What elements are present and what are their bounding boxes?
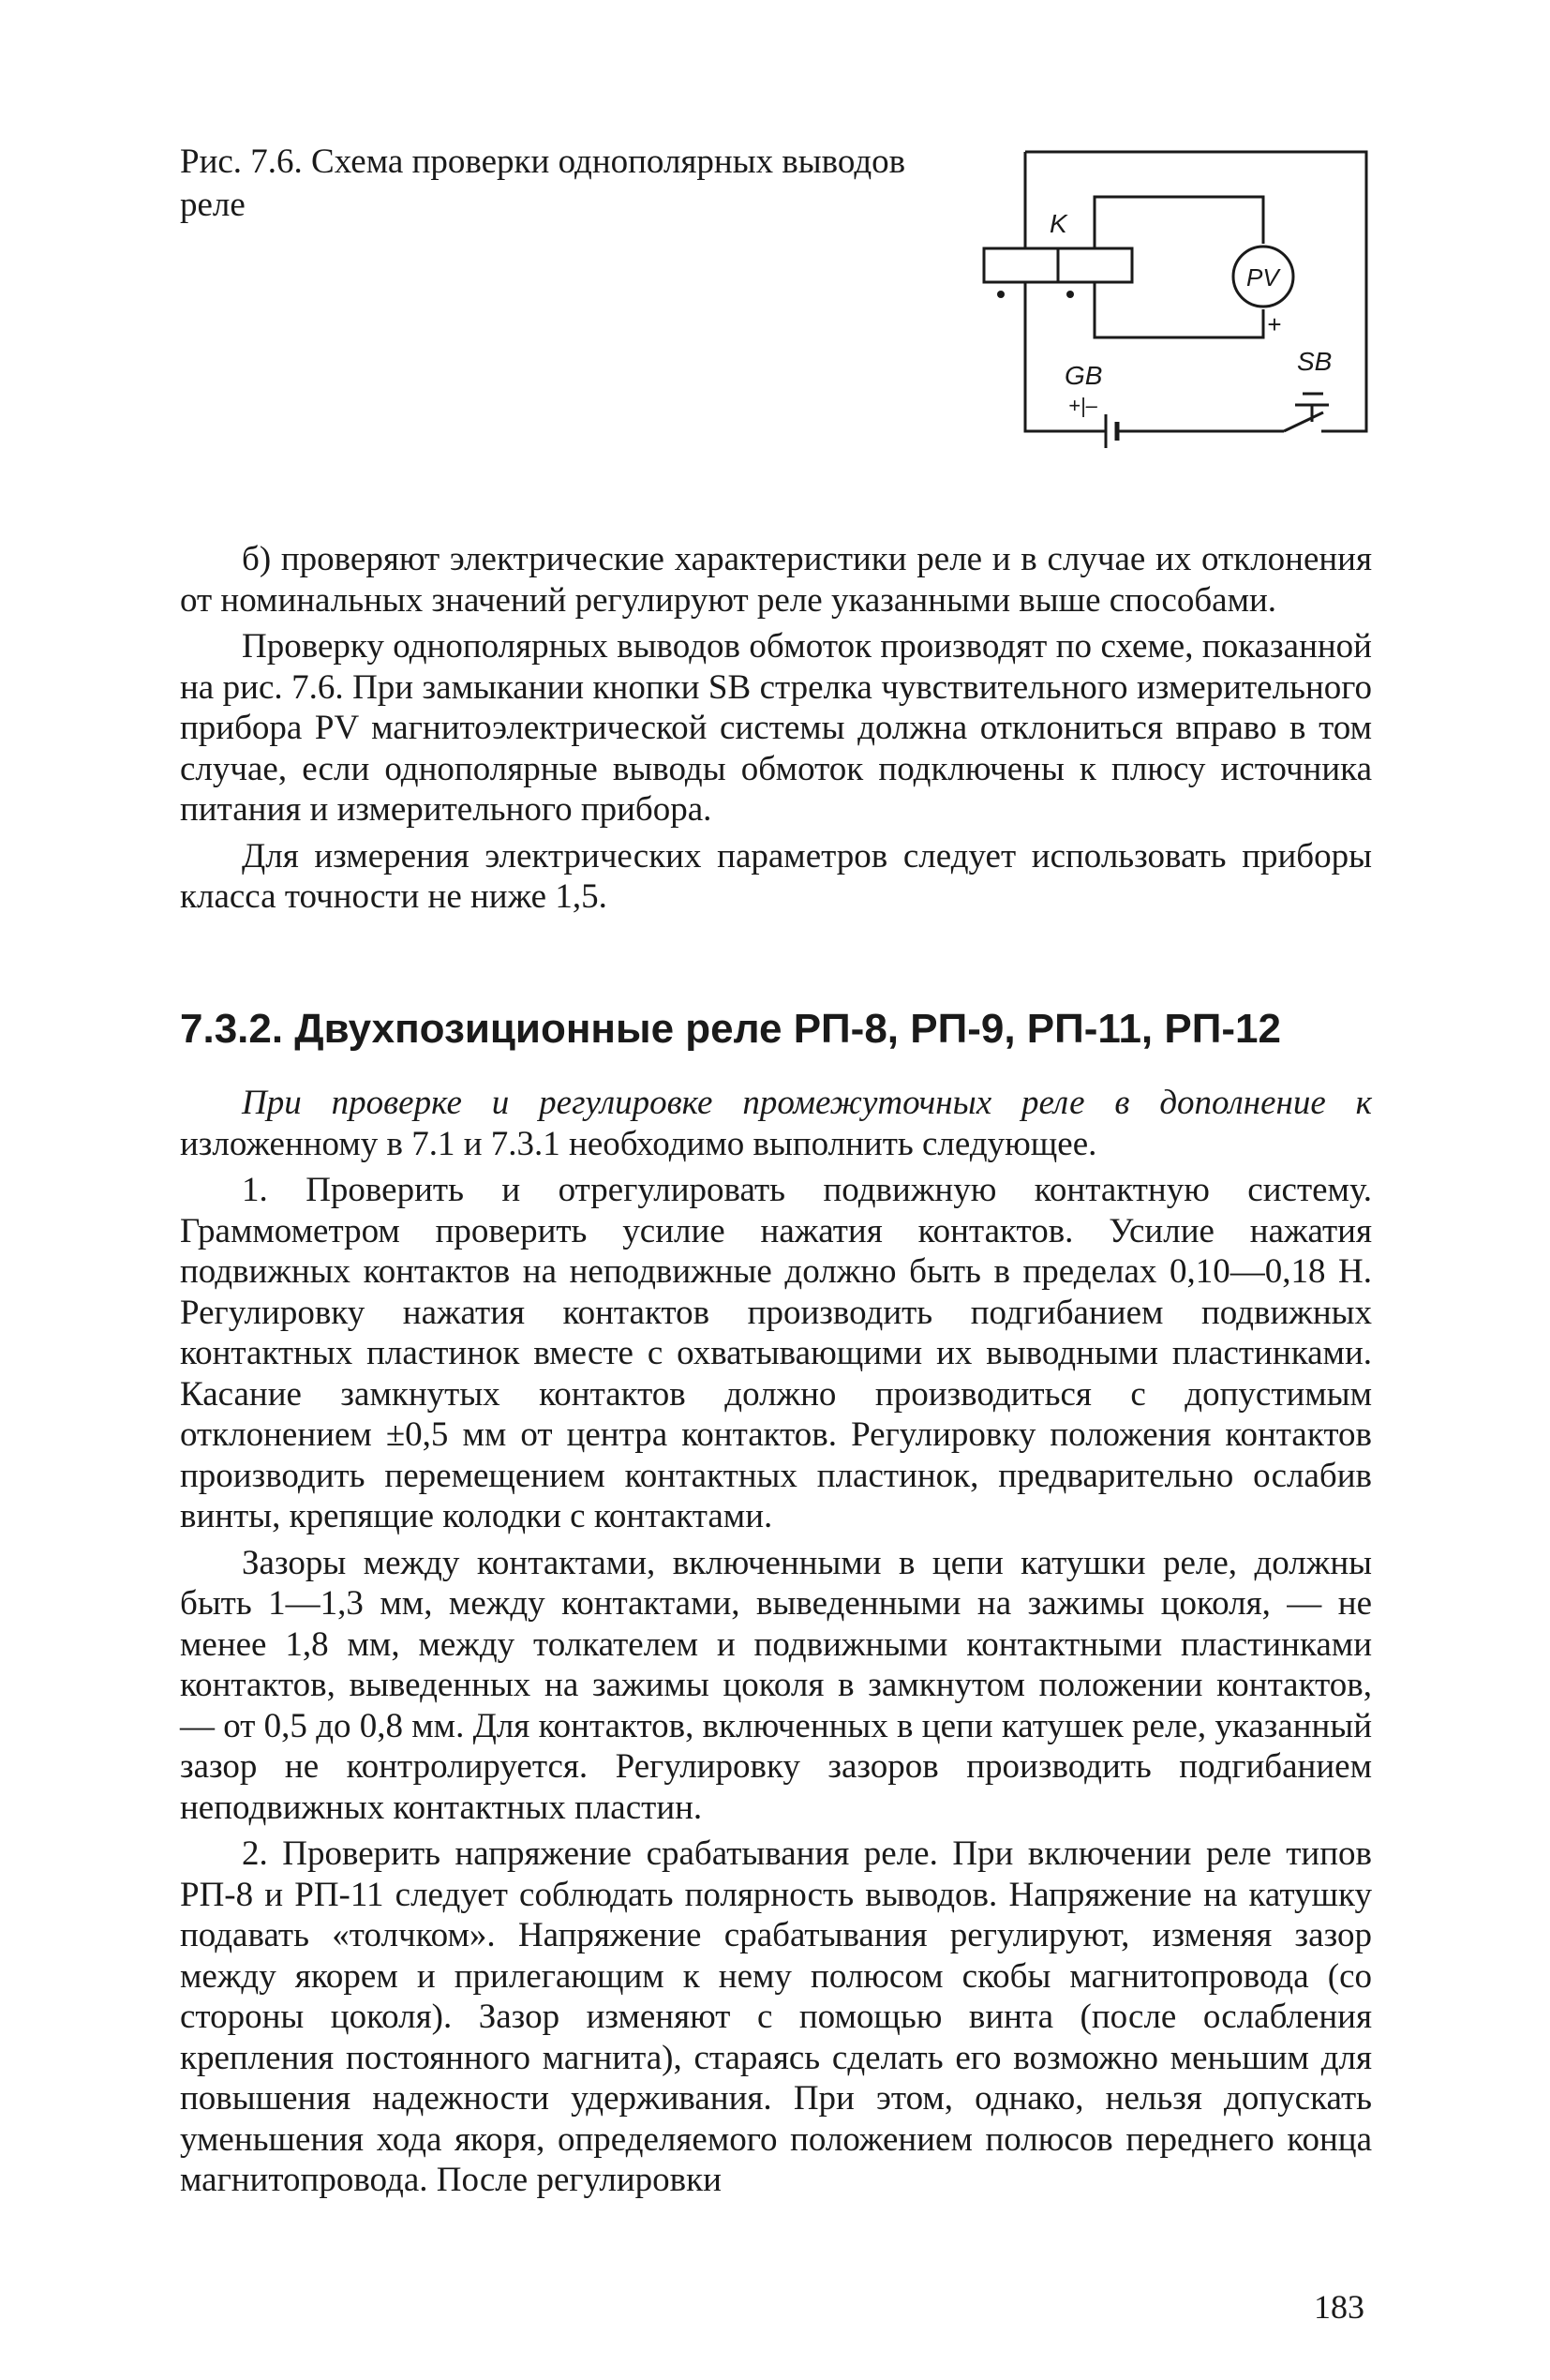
label-k: K (1050, 209, 1067, 238)
intro-rest: изложенному в 7.1 и 7.3.1 необходимо выполнить следующее. (180, 1124, 1097, 1163)
paragraph: 1. Проверить и отрегулировать подвижную контактную систему. Граммометром проверить усилие нажатия контактов. Усилие нажатия подвижных контактов на неподвижные должно быть в пределах 0,10—0,18 Н. Регулировку нажатия контактов производить подгибанием подвижных контактных пластинок вместе с охватывающими их выводными пластинками. Касание замкнутых контактов должно производиться с допустимым отклонением ±0,5 мм от центра контактов. Регулировку положения контактов производить перемещением контактных пластинок, предварительно ослабив винты, крепящие колодки с контактами. (180, 1171, 1372, 1535)
paragraph: 2. Проверить напряжение срабатывания реле. При включении реле типов РП-8 и РП-11 следует соблюдать полярность выводов. Напряжение на катушку подавать «толчком». Напряжение срабатывания регулируют, изменяя зазор между якорем и прилегающим к нему полюсом скобы магнитопровода (со стороны цоколя). Зазор изменяют с помощью винта (после ослабления крепления постоянного магнита), стараясь сделать его возможно меньшим для повышения надежности удерживания. При этом, однако, нельзя допускать уменьшения хода якоря, определяемого положением полюсов переднего конца магнитопровода. После регулировки (180, 1834, 1372, 2199)
paragraph: Для измерения электрических параметров следует использовать приборы класса точности не ниже 1,5. (180, 836, 1372, 916)
intro-paragraph (180, 1083, 1372, 1164)
paragraph: Проверку однополярных выводов обмоток производят по схеме, показанной на рис. 7.6. При замыкании кнопки SB стрелка чувствительного измерительного прибора PV магнитоэлектрической системы должна отклониться вправо в том случае, если однополярные выводы обмоток подключены к плюсу источника питания и измерительного прибора. (180, 627, 1372, 829)
figure-caption: Рис. 7.6. Схема проверки однополярных выводов реле (180, 142, 906, 224)
label-pv: PV (1246, 263, 1279, 292)
circuit-diagram (975, 141, 1387, 459)
pv-wire-top (1095, 197, 1263, 248)
label-gb-polarity: +|– (1068, 394, 1097, 417)
paragraph: Зазоры между контактами, включенными в цепи катушки реле, должны быть 1—1,3 мм, между контактами, выведенными на зажимы цоколя, — не менее 1,8 мм, между толкателем и подвижными контактными пластинками контактов, выведенных на зажимы цоколя в замкнутом положении контактов, — от 0,5 до 0,8 мм. Для контактов, включенных в цепи катушек реле, указанный зазор не контролируется. Регулировку зазоров производить подгибанием неподвижных контактных пластин. (180, 1543, 1372, 1827)
sb-button-cap (1295, 394, 1329, 422)
terminal-dot-right (1066, 291, 1074, 298)
section1-text (180, 539, 1372, 923)
intro-italic: При проверке и регулировке промежуточных реле в дополнение к (242, 1084, 1372, 1122)
label-gb: GB (1065, 361, 1103, 390)
label-sb: SB (1297, 347, 1333, 376)
section2-text (180, 1083, 1372, 2207)
label-pv-plus: + (1267, 310, 1282, 338)
paragraph: б) проверяют электрические характеристики реле и в случае их отклонения от номинальных значений регулируют реле указанными выше способами. (180, 540, 1372, 620)
terminal-dot-left (997, 291, 1005, 298)
page-number: 183 (1314, 2288, 1364, 2326)
circuit-diagram-svg (975, 141, 1387, 459)
section-heading: 7.3.2. Двухпозиционные реле РП-8, РП-9, РП-11, РП-12 (180, 1006, 1281, 1052)
sb-switch-blade (1284, 412, 1323, 431)
